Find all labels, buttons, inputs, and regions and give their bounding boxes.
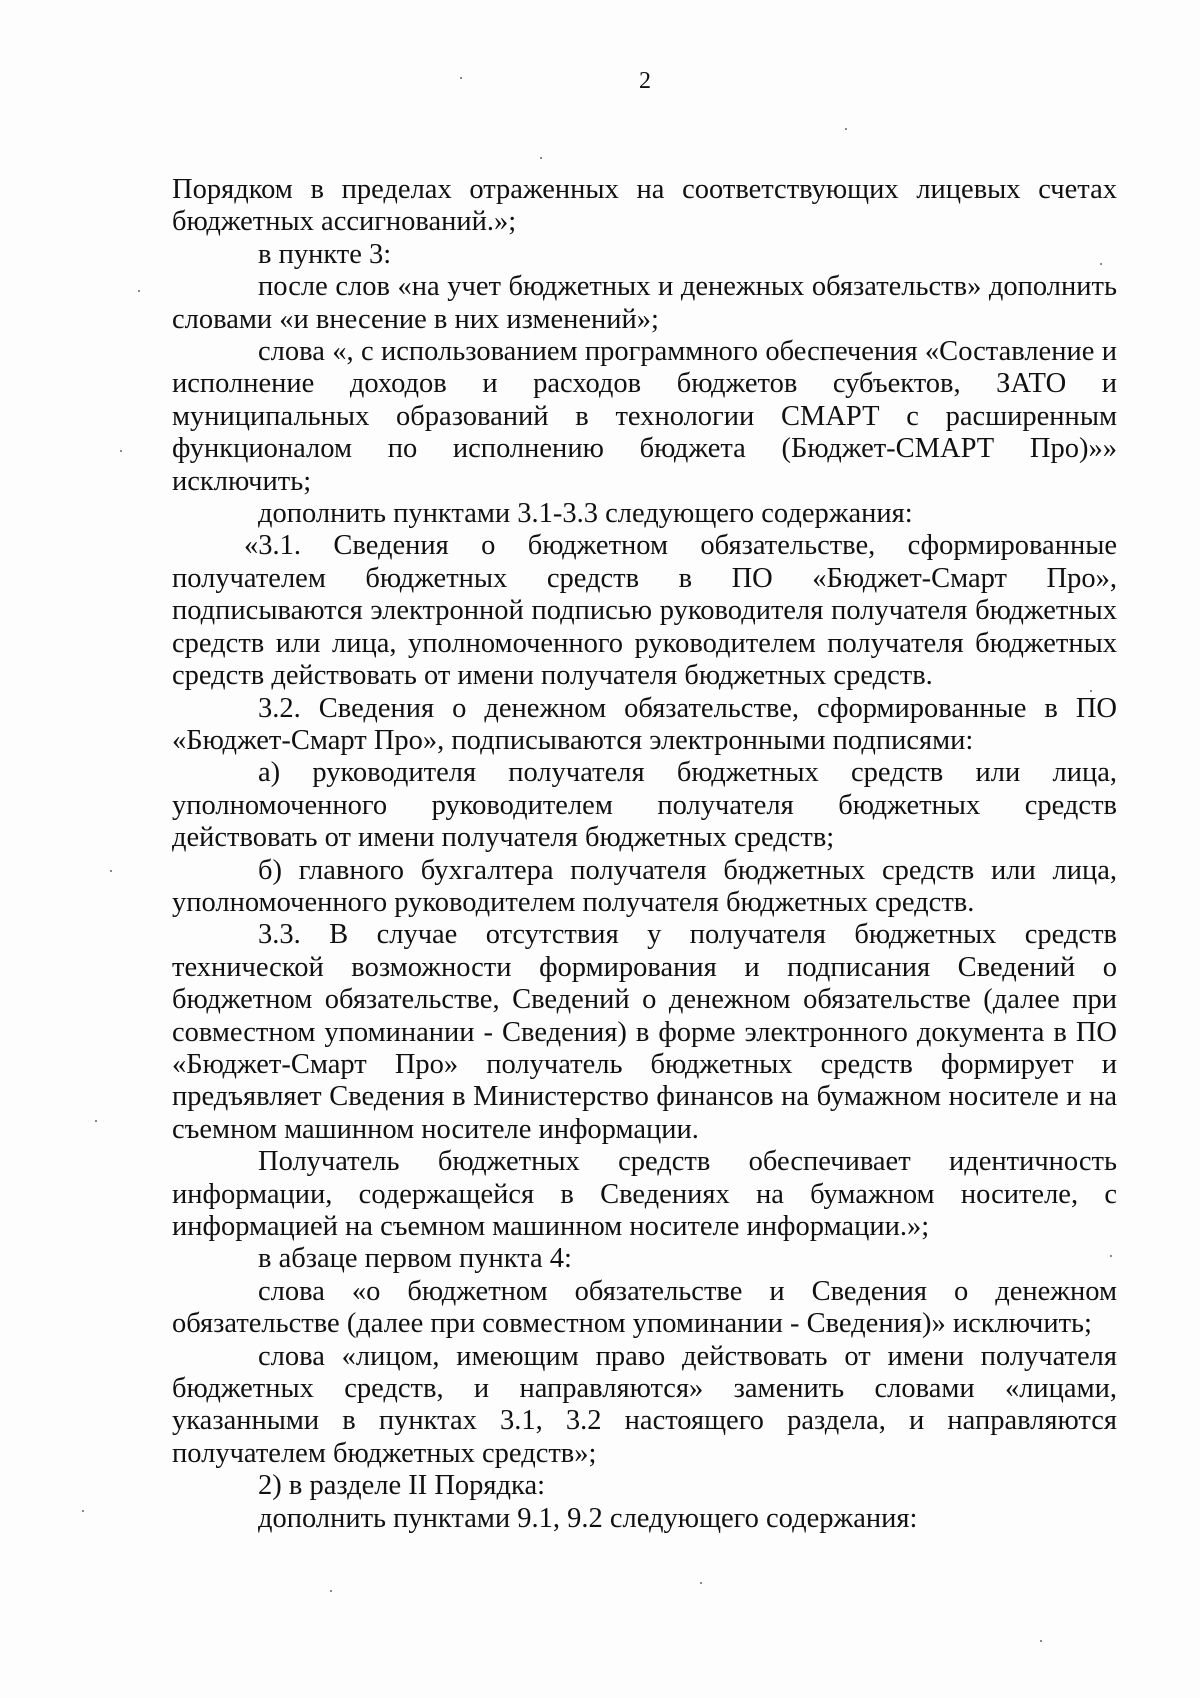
- scan-speck: [110, 870, 112, 872]
- paragraph: после слов «на учет бюджетных и денежных обязательств» дополнить словами «и внесение в них изменений»;: [172, 271, 1117, 335]
- paragraph: в абзаце первом пункта 4:: [258, 1243, 572, 1275]
- paragraph: дополнить пунктами 3.1-3.3 следующего содержания:: [258, 498, 913, 530]
- paragraph: а) руководителя получателя бюджетных средств или лица, уполномоченного руководителем получателя бюджетных средств действовать от имени получателя бюджетных средств;: [172, 757, 1117, 854]
- paragraph: слова «лицом, имеющим право действовать от имени получателя бюджетных средств, и направляются» заменить словами «лицами, указанными в пунктах 3.1, 3.2 настоящего раздела, и направляются получателем бюджетных средств»;: [172, 1340, 1117, 1469]
- document-body: [172, 174, 1117, 1535]
- scan-speck: [138, 290, 140, 292]
- paragraph: 3.3. В случае отсутствия у получателя бюджетных средств технической возможности формирования и подписания Сведений о бюджетном обязательстве, Сведений о денежном обязательстве (далее при совместном упоминании - Сведения) в форме электронного документа в ПО «Бюджет-Смарт Про» получатель бюджетных средств формирует и предъявляет Сведения в Министерство финансов на бумажном носителе и на съемном машинном носителе информации.: [172, 919, 1117, 1145]
- paragraph: «3.1. Сведения о бюджетном обязательстве, сформированные получателем бюджетных средств в ПО «Бюджет-Смарт Про», подписываются электронной подписью руководителя получателя бюджетных средств или лица, уполномоченного руководителем получателя бюджетных средств действовать от имени получателя бюджетных средств.: [172, 530, 1117, 692]
- scan-speck: [95, 1120, 97, 1122]
- scan-speck: [700, 1582, 702, 1584]
- paragraph: 3.2. Сведения о денежном обязательстве, сформированные в ПО «Бюджет-Смарт Про», подписываются электронными подписями:: [172, 692, 1117, 756]
- scan-speck: [82, 1510, 84, 1512]
- scan-speck: [330, 1590, 332, 1592]
- paragraph: слова «, с использованием программного обеспечения «Составление и исполнение доходов и расходов бюджетов субъектов, ЗАТО и муниципальных образований в технологии СМАРТ с расширенным функционалом по исполнению бюджета (Бюджет-СМАРТ Про)»» исключить;: [172, 336, 1117, 497]
- scan-speck: [460, 77, 462, 79]
- scan-speck: [120, 450, 122, 452]
- paragraph: слова «о бюджетном обязательстве и Сведения о денежном обязательстве (далее при совместном упоминании - Сведения)» исключить;: [172, 1275, 1117, 1340]
- paragraph: Получатель бюджетных средств обеспечивает идентичность информации, содержащейся в Сведениях на бумажном носителе, с информацией на съемном машинном носителе информации.»;: [172, 1146, 1117, 1242]
- page-number: 2: [639, 68, 651, 94]
- paragraph: дополнить пунктами 9.1, 9.2 следующего содержания:: [258, 1502, 918, 1534]
- paragraph: в пункте 3:: [258, 238, 392, 270]
- paragraph: б) главного бухгалтера получателя бюджетных средств или лица, уполномоченного руководителем получателя бюджетных средств.: [172, 854, 1117, 918]
- scan-speck: [540, 157, 542, 159]
- paragraph: 2) в разделе II Порядка:: [258, 1470, 546, 1502]
- scan-speck: [1040, 1640, 1042, 1642]
- scan-speck: [1100, 263, 1102, 265]
- scan-speck: [1090, 690, 1092, 692]
- scan-speck: [1110, 1255, 1112, 1257]
- scan-speck: [845, 128, 847, 130]
- paragraph: Порядком в пределах отраженных на соответствующих лицевых счетах бюджетных ассигнований.»;: [172, 174, 1117, 238]
